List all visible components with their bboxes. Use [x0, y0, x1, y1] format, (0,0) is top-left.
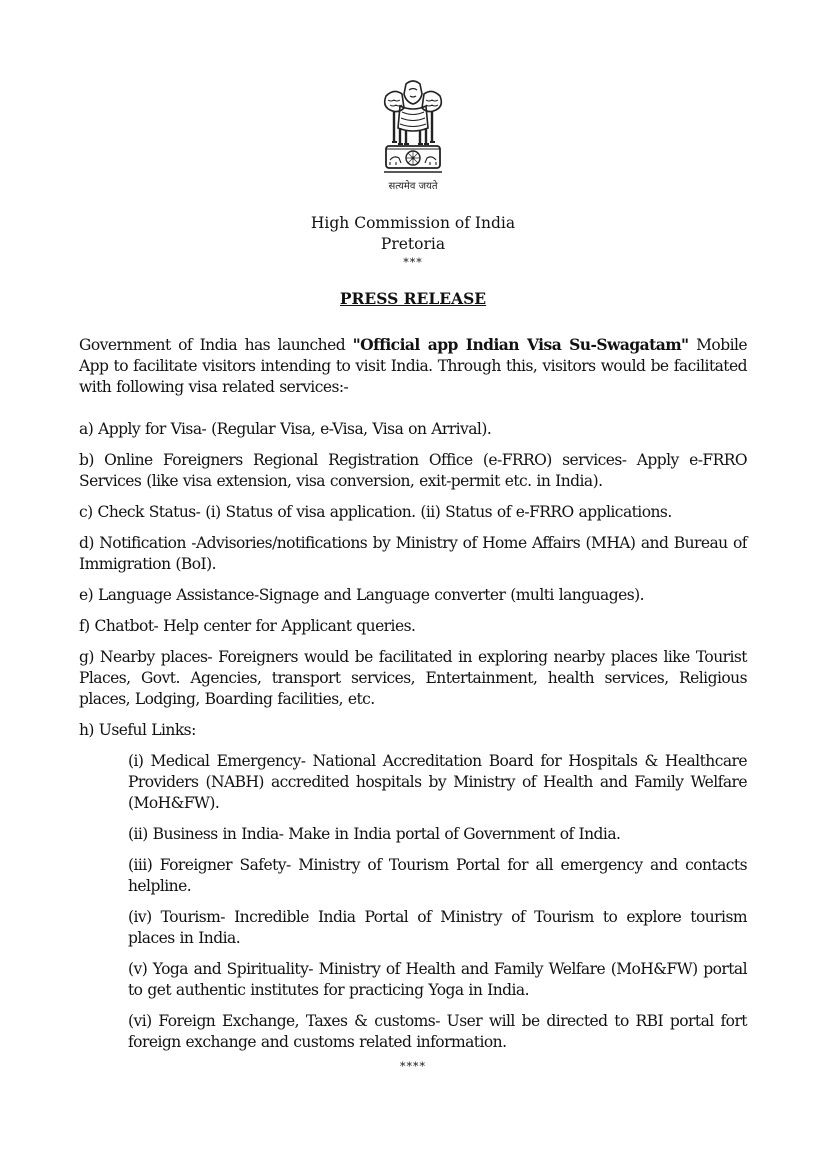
useful-link-item: (vi) Foreign Exchange, Taxes & customs- User will be directed to RBI portal fort foreign exchange and customs related information.	[128, 1012, 747, 1051]
emblem-motto: सत्यमेव जयते	[388, 181, 438, 192]
header-separator: ***	[403, 256, 423, 269]
useful-link-item: (ii) Business in India- Make in India portal of Government of India.	[128, 825, 621, 843]
service-item: g) Nearby places- Foreigners would be facilitated in exploring nearby places like Tourist Places, Govt. Agencies, transport services, Entertainment, health services, Religious places, Lodging, Boarding facilities, etc.	[79, 648, 747, 708]
service-item: f) Chatbot- Help center for Applicant queries.	[79, 617, 416, 635]
organization-name: High Commission of India	[310, 214, 516, 232]
useful-link-item: (i) Medical Emergency- National Accreditation Board for Hospitals & Healthcare Providers (NABH) accredited hospitals by Ministry of Health and Family Welfare (MoH&FW).	[128, 752, 747, 812]
intro-text-before: Government of India has launched	[79, 336, 353, 354]
intro-text-after: Mobile App to facilitate visitors intending to visit India. Through this, visitors would be facilitated with following visa related services:-	[79, 336, 748, 396]
document-title: PRESS RELEASE	[339, 289, 487, 308]
useful-links-list	[128, 751, 747, 1053]
service-item: d) Notification -Advisories/notifications by Ministry of Home Affairs (MHA) and Bureau of Immigration (BoI).	[79, 534, 747, 573]
useful-link-item: (iv) Tourism- Incredible India Portal of Ministry of Tourism to explore tourism places in India.	[128, 908, 747, 947]
service-item: b) Online Foreigners Regional Registration Office (e-FRRO) services- Apply e-FRRO Services (like visa extension, visa conversion, exit-permit etc. in India).	[79, 451, 747, 490]
app-name: "Official app Indian Visa Su-Swagatam"	[352, 335, 689, 354]
intro-paragraph	[79, 334, 747, 398]
document-body	[79, 334, 747, 1063]
useful-link-item: (v) Yoga and Spirituality- Ministry of Health and Family Welfare (MoH&FW) portal to get authentic institutes for practicing Yoga in India.	[128, 960, 747, 999]
end-separator: ****	[400, 1060, 426, 1073]
service-item: e) Language Assistance-Signage and Language converter (multi languages).	[79, 586, 645, 604]
city-name: Pretoria	[380, 235, 446, 253]
service-item: c) Check Status- (i) Status of visa application. (ii) Status of e-FRRO applications.	[79, 503, 672, 521]
service-item: a) Apply for Visa- (Regular Visa, e-Visa, Visa on Arrival).	[79, 420, 492, 438]
useful-link-item: (iii) Foreigner Safety- Ministry of Tourism Portal for all emergency and contacts helpline.	[128, 856, 747, 895]
service-item-useful-links: h) Useful Links:	[79, 721, 196, 739]
